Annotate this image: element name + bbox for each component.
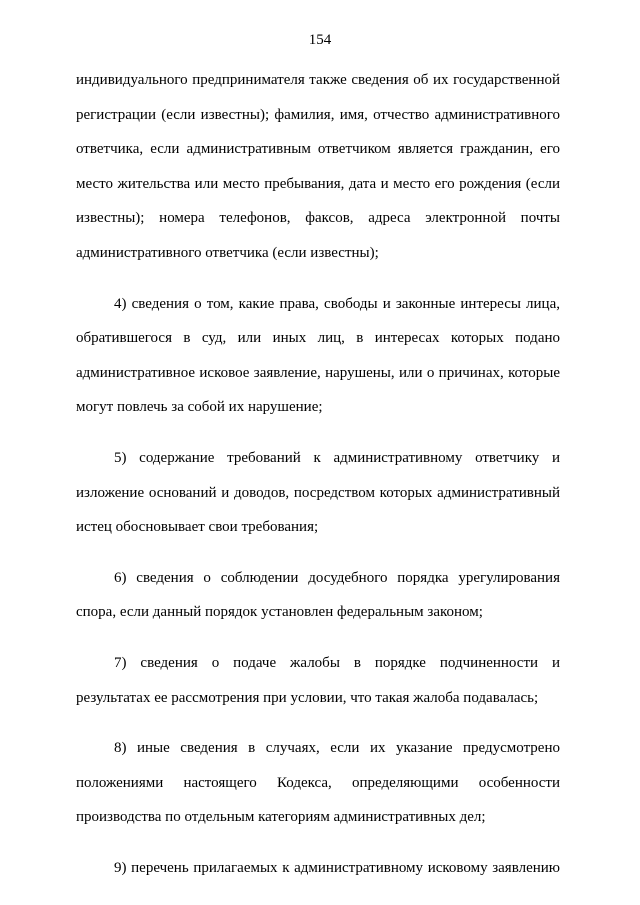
text-line: индивидуального предпринимателя также сведения об их государственной bbox=[76, 72, 560, 88]
text-line: положениями настоящего Кодекса, определяющими особенности bbox=[76, 774, 560, 791]
text-line: регистрации (если известны); фамилия, имя, отчество административного bbox=[76, 106, 560, 123]
text-line: 5) содержание требований к административному ответчику и bbox=[114, 449, 560, 466]
text-line: результатах ее рассмотрения при условии, что такая жалоба подавалась; bbox=[76, 689, 539, 706]
text-line: истец обосновывает свои требования; bbox=[76, 519, 319, 536]
text-line: могут повлечь за собой их нарушение; bbox=[76, 399, 323, 416]
page-number: 154 bbox=[308, 32, 332, 48]
list-item-4 bbox=[76, 287, 560, 425]
list-item-9 bbox=[76, 851, 560, 886]
text-line: место жительства или место пребывания, дата и место его рождения (если bbox=[76, 175, 560, 192]
paragraph-continuation bbox=[76, 63, 560, 271]
text-line: ответчика, если административным ответчиком является гражданин, его bbox=[76, 141, 560, 158]
text-line: 6) сведения о соблюдении досудебного порядка урегулирования bbox=[114, 569, 560, 586]
text-line: административного ответчика (если известны); bbox=[76, 244, 379, 261]
text-line: спора, если данный порядок установлен федеральным законом; bbox=[76, 604, 483, 621]
list-item-8 bbox=[76, 731, 560, 835]
text-line: 7) сведения о подаче жалобы в порядке подчиненности и bbox=[114, 654, 560, 671]
text-line: 4) сведения о том, какие права, свободы и законные интересы лица, bbox=[114, 295, 560, 312]
text-line: известны); номера телефонов, факсов, адреса электронной почты bbox=[76, 210, 560, 227]
document-body bbox=[76, 63, 560, 885]
list-item-7 bbox=[76, 646, 560, 715]
list-item-6 bbox=[76, 561, 560, 630]
text-line: изложение оснований и доводов, посредством которых административный bbox=[76, 484, 560, 501]
text-line: 8) иные сведения в случаях, если их указание предусмотрено bbox=[114, 740, 560, 757]
text-line: производства по отдельным категориям административных дел; bbox=[76, 809, 486, 826]
text-line: обратившегося в суд, или иных лиц, в интересах которых подано bbox=[76, 330, 560, 347]
list-item-5 bbox=[76, 441, 560, 545]
text-line: административное исковое заявление, нарушены, или о причинах, которые bbox=[76, 364, 560, 381]
text-line: 9) перечень прилагаемых к административному исковому заявлению bbox=[114, 859, 560, 876]
